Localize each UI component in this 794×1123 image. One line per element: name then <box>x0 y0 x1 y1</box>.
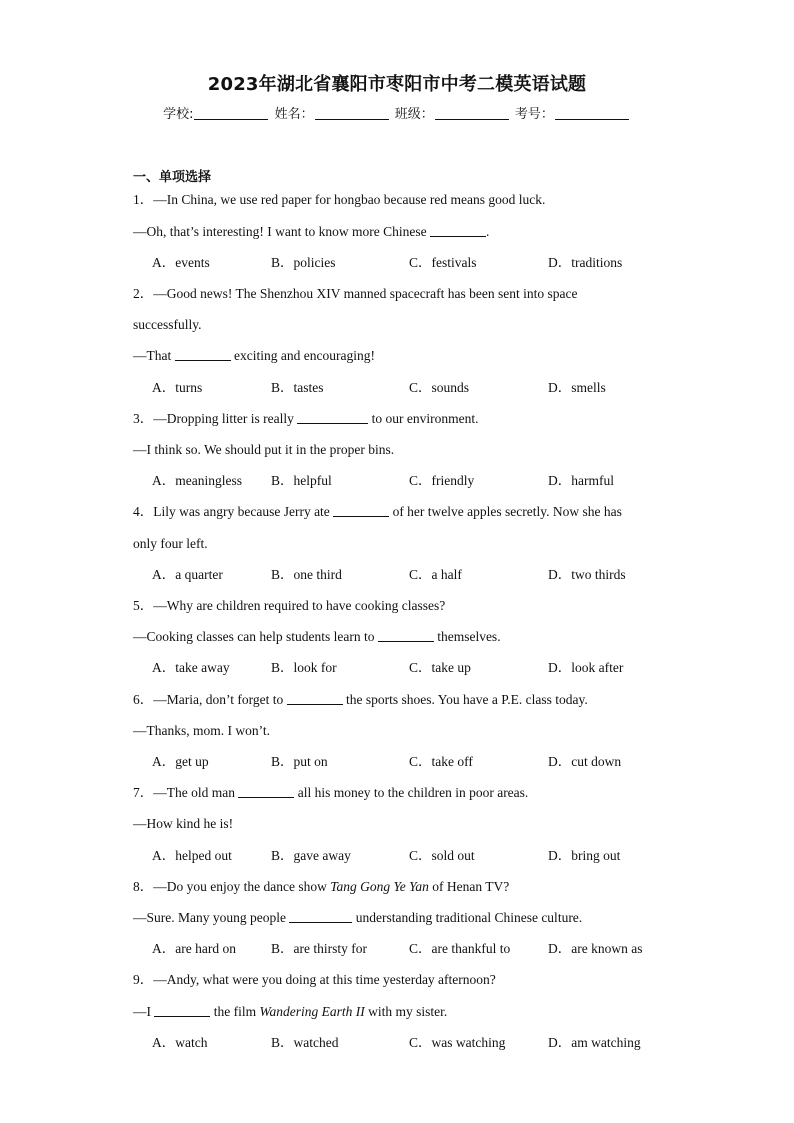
answer-blank[interactable] <box>333 503 389 517</box>
film-title: Wandering Earth II <box>259 1004 365 1019</box>
question-8-line-1: 8．—Do you enjoy the dance show Tang Gong Ye Yan of Henan TV? <box>133 879 510 894</box>
class-label: 班级： <box>394 107 434 122</box>
option-a[interactable]: A．are hard on <box>152 941 236 956</box>
answer-blank[interactable] <box>430 223 486 237</box>
option-d[interactable]: D．traditions <box>548 255 623 270</box>
answer-blank[interactable] <box>154 1003 210 1017</box>
option-d[interactable]: D．two thirds <box>548 567 626 582</box>
question-3-line-2: —I think so. We should put it in the proper bins. <box>133 442 395 457</box>
option-b[interactable]: B．gave away <box>271 848 351 863</box>
question-9-line-1: 9．—Andy, what were you doing at this time yesterday afternoon? <box>133 972 496 987</box>
option-a[interactable]: A．get up <box>152 754 209 769</box>
school-blank[interactable] <box>194 107 268 120</box>
class-blank[interactable] <box>435 107 509 120</box>
option-b[interactable]: B．one third <box>271 567 342 582</box>
option-b[interactable]: B．watched <box>271 1035 339 1050</box>
option-a[interactable]: A．events <box>152 255 210 270</box>
question-3-line-1: 3．—Dropping litter is really to our environment. <box>133 411 479 426</box>
question-3-options <box>152 472 672 490</box>
option-b[interactable]: B．are thirsty for <box>271 941 367 956</box>
option-c[interactable]: C．festivals <box>409 255 477 270</box>
name-blank[interactable] <box>315 107 389 120</box>
option-c[interactable]: C．friendly <box>409 473 475 488</box>
question-4-line-1: 4．Lily was angry because Jerry ate of her twelve apples secretly. Now she has <box>133 504 622 519</box>
question-1-line-2: —Oh, that’s interesting! I want to know more Chinese . <box>133 224 490 239</box>
option-a[interactable]: A．take away <box>152 660 230 675</box>
option-d[interactable]: D．bring out <box>548 848 621 863</box>
question-8-line-2: —Sure. Many young people understanding traditional Chinese culture. <box>133 910 583 925</box>
school-label: 学校: <box>163 107 194 122</box>
option-b[interactable]: B．look for <box>271 660 337 675</box>
option-d[interactable]: D．harmful <box>548 473 614 488</box>
question-7-options <box>152 847 672 865</box>
page-title: 2023年湖北省襄阳市枣阳市中考二模英语试题 <box>207 74 587 95</box>
answer-blank[interactable] <box>378 628 434 642</box>
option-c[interactable]: C．sold out <box>409 848 475 863</box>
option-b[interactable]: B．helpful <box>271 473 332 488</box>
question-4-line-2: only four left. <box>133 536 208 551</box>
answer-blank[interactable] <box>287 691 343 705</box>
option-d[interactable]: D．am watching <box>548 1035 641 1050</box>
option-b[interactable]: B．put on <box>271 754 328 769</box>
question-9-options <box>152 1034 672 1052</box>
question-7-line-1: 7．—The old man all his money to the children in poor areas. <box>133 785 529 800</box>
option-d[interactable]: D．look after <box>548 660 624 675</box>
option-d[interactable]: D．smells <box>548 380 606 395</box>
option-c[interactable]: C．was watching <box>409 1035 506 1050</box>
option-d[interactable]: D．are known as <box>548 941 643 956</box>
option-c[interactable]: C．are thankful to <box>409 941 511 956</box>
exam-no-blank[interactable] <box>555 107 629 120</box>
student-info-line <box>0 103 794 122</box>
show-title: Tang Gong Ye Yan <box>330 879 429 894</box>
question-5-line-2: —Cooking classes can help students learn to themselves. <box>133 629 501 644</box>
answer-blank[interactable] <box>289 909 352 923</box>
option-a[interactable]: A．turns <box>152 380 203 395</box>
option-a[interactable]: A．meaningless <box>152 473 242 488</box>
question-6-line-1: 6．—Maria, don’t forget to the sports shoes. You have a P.E. class today. <box>133 692 588 707</box>
option-b[interactable]: B．tastes <box>271 380 324 395</box>
option-a[interactable]: A．a quarter <box>152 567 223 582</box>
option-c[interactable]: C．take up <box>409 660 471 675</box>
option-a[interactable]: A．helped out <box>152 848 232 863</box>
question-5-options <box>152 659 672 677</box>
question-6-options <box>152 753 672 771</box>
question-7-line-2: —How kind he is! <box>133 816 234 831</box>
answer-blank[interactable] <box>297 410 368 424</box>
exam-no-label: 考号： <box>514 107 554 122</box>
question-2-line-2: successfully. <box>133 317 202 332</box>
question-1-options <box>152 254 672 272</box>
option-c[interactable]: C．take off <box>409 754 473 769</box>
question-9-line-2: —I the film Wandering Earth II with my sister. <box>133 1004 448 1019</box>
question-8-options <box>152 940 672 958</box>
question-4-options <box>152 566 672 584</box>
option-c[interactable]: C．a half <box>409 567 462 582</box>
answer-blank[interactable] <box>238 784 294 798</box>
option-c[interactable]: C．sounds <box>409 380 470 395</box>
question-2-line-3: —That exciting and encouraging! <box>133 348 375 363</box>
question-1-line-1: 1．—In China, we use red paper for hongbao because red means good luck. <box>133 192 546 207</box>
question-5-line-1: 5．—Why are children required to have cooking classes? <box>133 598 446 613</box>
question-2-options <box>152 379 672 397</box>
option-d[interactable]: D．cut down <box>548 754 622 769</box>
name-label: 姓名： <box>274 107 314 122</box>
section-title: 一、单项选择 <box>133 170 212 185</box>
option-a[interactable]: A．watch <box>152 1035 208 1050</box>
answer-blank[interactable] <box>175 347 231 361</box>
option-b[interactable]: B．policies <box>271 255 336 270</box>
question-2-line-1: 2．—Good news! The Shenzhou XIV manned spacecraft has been sent into space <box>133 286 578 301</box>
question-6-line-2: —Thanks, mom. I won’t. <box>133 723 270 738</box>
